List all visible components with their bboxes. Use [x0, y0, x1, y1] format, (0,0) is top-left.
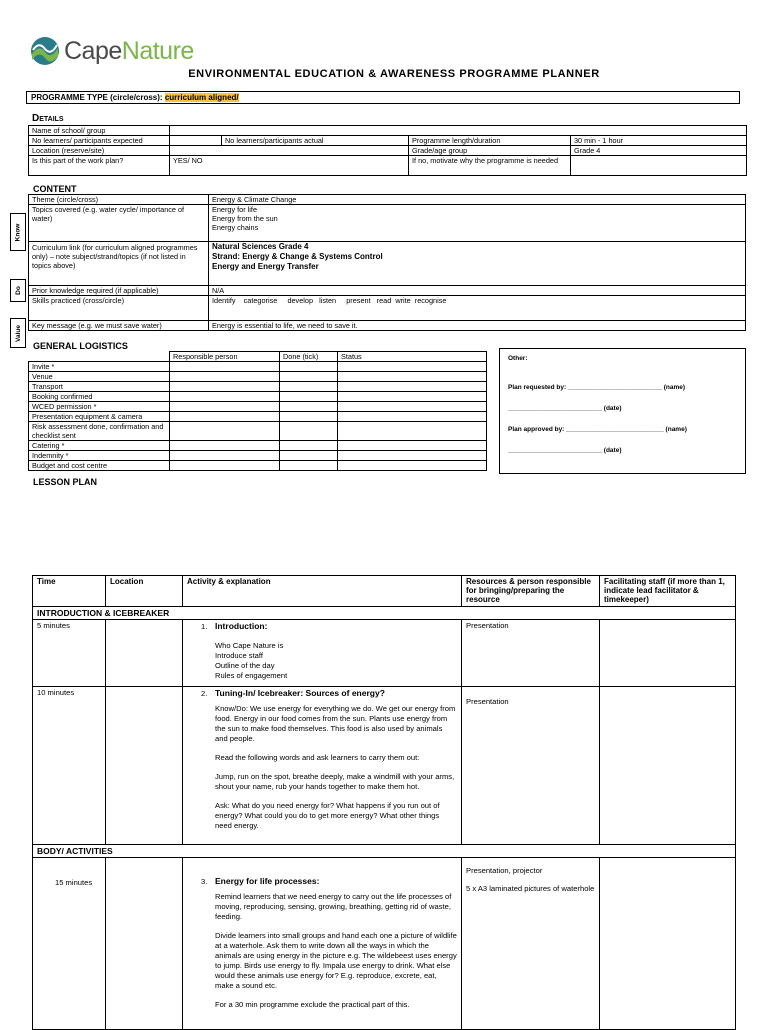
done-cell[interactable] [280, 392, 338, 402]
logistics-item: Budget and cost centre [29, 461, 170, 471]
column-header-activity: Activity & explanation [183, 576, 462, 607]
status-cell[interactable] [338, 382, 487, 392]
motivate-label: If no, motivate why the programme is needed [409, 156, 571, 176]
skills-value[interactable]: Identify categorise develop listen present read write recognise [209, 296, 746, 321]
table-header-row [33, 576, 736, 607]
activity-paragraph: Remind learners that we need energy to carry out the life processes of moving, reproducing, sensing, growing, breathing, getting rid of waste, feeding. [215, 892, 452, 921]
logistics-item: Booking confirmed [29, 392, 170, 402]
responsible-cell[interactable] [170, 402, 280, 412]
activity-cell [183, 858, 462, 1030]
time-cell: 15 minutes [33, 858, 106, 1030]
done-cell[interactable] [280, 412, 338, 422]
done-cell[interactable] [280, 382, 338, 392]
location-cell[interactable] [106, 620, 183, 687]
table-row [29, 146, 747, 156]
status-cell[interactable] [338, 451, 487, 461]
logistics-item: WCED permission * [29, 402, 170, 412]
side-label-value-text: Value [14, 324, 22, 342]
column-header: Done (tick) [280, 352, 338, 362]
responsible-cell[interactable] [170, 362, 280, 372]
staff-cell[interactable] [600, 858, 736, 1030]
table-row [29, 296, 746, 321]
table-row [29, 392, 487, 402]
grade-value[interactable]: Grade 4 [571, 146, 747, 156]
section-row [33, 845, 736, 858]
activity-paragraph: Divide learners into small groups and hand each one a picture of wildlife at a waterhole. Ask them to write down all the ways in which the animals are using energy in the picture e.g. The wildebeest uses energy to jump. Birds use energy to fly. Impala use energy to drink. What else would these animals use energy for? E.g. reproduce, excrete, eat, make a sound etc. [215, 931, 457, 990]
logo-text [64, 37, 194, 66]
side-label-value [10, 318, 26, 348]
table-row [29, 422, 487, 441]
prior-label: Prior knowledge required (if applicable) [29, 286, 209, 296]
activity-number: 2. [201, 689, 208, 698]
curriculum-item: Natural Sciences Grade 4 [212, 242, 309, 251]
page-title: ENVIRONMENTAL EDUCATION & AWARENESS PROGRAMME PLANNER [188, 68, 600, 80]
resources-cell [462, 858, 600, 1030]
lesson-plan-heading: LESSON PLAN [33, 477, 98, 487]
table-row [29, 352, 487, 362]
activity-paragraph: Know/Do: We use energy for everything we do. We get our energy from food. Energy in our food comes from the sun. Plants use energy from the sun to make food themselves. This food is also used by animals and people. [215, 704, 456, 743]
expected-value[interactable] [170, 136, 222, 146]
capenature-logo [30, 36, 194, 66]
activity-number: 3. [201, 877, 208, 886]
activity-title: Energy for life processes: [215, 876, 320, 886]
table-row [33, 687, 736, 845]
curriculum-value[interactable] [209, 242, 746, 286]
section-row [33, 607, 736, 620]
side-label-do-text: Do [14, 286, 22, 295]
time-cell: 10 minutes [33, 687, 106, 845]
plan-approved-line[interactable]: Plan approved by: ___________________________ (name) [508, 426, 687, 433]
resources-cell: Presentation [462, 687, 600, 845]
content-table [28, 194, 746, 331]
table-row [29, 242, 746, 286]
status-cell[interactable] [338, 461, 487, 471]
table-row [29, 461, 487, 471]
logistics-item: Presentation equipment & camera [29, 412, 170, 422]
table-row [29, 156, 747, 176]
column-header-staff: Facilitating staff (if more than 1, indicate lead facilitator & timekeeper) [600, 576, 736, 607]
status-cell[interactable] [338, 392, 487, 402]
expected-label: No learners/ participants expected [29, 136, 170, 146]
curriculum-label: Curriculum link (for curriculum aligned programmes only) – note subject/strand/topics (if not listed in topics above) [29, 242, 209, 286]
topic-item: Energy from the sun [212, 214, 278, 223]
column-header-time: Time [33, 576, 106, 607]
workplan-label: Is this part of the work plan? [29, 156, 170, 176]
prior-value[interactable]: N/A [209, 286, 746, 296]
logo-text-cape: Cape [64, 36, 122, 65]
table-row [29, 441, 487, 451]
responsible-cell[interactable] [170, 372, 280, 382]
location-value[interactable] [170, 146, 409, 156]
skills-label: Skills practiced (cross/circle) [29, 296, 209, 321]
school-value[interactable] [170, 126, 747, 136]
plan-approved-date[interactable]: __________________________ (date) [508, 447, 622, 454]
table-row [29, 286, 746, 296]
theme-label: Theme (circle/cross) [29, 195, 209, 205]
logistics-table [28, 351, 487, 471]
done-cell[interactable] [280, 362, 338, 372]
plan-requested-line[interactable]: Plan requested by: __________________________ (name) [508, 384, 686, 391]
activity-number: 1. [201, 622, 208, 631]
activity-title: Introduction: [215, 621, 268, 631]
table-row [29, 321, 746, 331]
actual-label-text: No learners/participants actual [225, 136, 324, 145]
key-message-value[interactable]: Energy is essential to life, we need to save it. [209, 321, 746, 331]
logo-text-nature: Nature [121, 36, 194, 65]
activity-paragraph: Jump, run on the spot, breathe deeply, make a windmill with your arms, shout your name, rub your hands together to make them hot. [215, 772, 455, 791]
topics-value[interactable] [209, 205, 746, 242]
resources-cell: Presentation [462, 620, 600, 687]
status-cell[interactable] [338, 441, 487, 451]
table-row [29, 372, 487, 382]
logistics-item: Venue [29, 372, 170, 382]
body-section-heading: BODY/ ACTIVITIES [33, 845, 736, 858]
activity-cell [183, 620, 462, 687]
logistics-corner [29, 352, 170, 362]
time-cell: 5 minutes [33, 620, 106, 687]
responsible-cell[interactable] [170, 392, 280, 402]
activity-line: Introduce staff [215, 651, 263, 660]
status-cell[interactable] [338, 412, 487, 422]
programme-type-value: curriculum aligned/ [164, 93, 239, 102]
theme-value[interactable]: Energy & Climate Change [209, 195, 746, 205]
logistics-item: Catering * [29, 441, 170, 451]
resource-item: 5 x A3 laminated pictures of waterhole [466, 884, 595, 893]
curriculum-item: Strand: Energy & Change & Systems Control [212, 252, 383, 261]
column-header: Status [338, 352, 487, 362]
logistics-item: Risk assessment done, confirmation and checklist sent [29, 422, 170, 441]
motivate-value[interactable] [571, 156, 747, 176]
table-row [29, 362, 487, 372]
key-message-label: Key message (e.g. we must save water) [29, 321, 209, 331]
side-label-know [10, 213, 26, 251]
curriculum-item: Energy and Energy Transfer [212, 262, 319, 271]
lesson-plan-table [32, 575, 736, 1030]
actual-label [222, 136, 409, 146]
table-row [29, 136, 747, 146]
table-row [29, 382, 487, 392]
done-cell[interactable] [280, 422, 338, 441]
status-cell[interactable] [338, 362, 487, 372]
column-header-resources: Resources & person responsible for bringing/preparing the resource [462, 576, 600, 607]
done-cell[interactable] [280, 441, 338, 451]
programme-type-label: PROGRAMME TYPE (circle/cross): [31, 93, 163, 102]
programme-type-box [26, 91, 740, 104]
status-cell[interactable] [338, 372, 487, 382]
content-heading: CONTENT [33, 184, 77, 194]
column-header: Responsible person [170, 352, 280, 362]
activity-paragraph: Ask: What do you need energy for? What happens if you run out of energy? What could you do to get more energy? What other things need energy. [215, 801, 440, 830]
table-row [29, 402, 487, 412]
table-row [29, 205, 746, 242]
column-header-location: Location [106, 576, 183, 607]
logistics-item: Invite * [29, 362, 170, 372]
activity-line: Rules of engagement [215, 671, 288, 680]
responsible-cell[interactable] [170, 451, 280, 461]
school-label: Name of school/ group [29, 126, 170, 136]
logistics-item: Indemnity * [29, 451, 170, 461]
workplan-value[interactable]: YES/ NO [170, 156, 409, 176]
table-row [29, 195, 746, 205]
intro-section-heading: INTRODUCTION & ICEBREAKER [33, 607, 736, 620]
location-cell[interactable] [106, 687, 183, 845]
table-row [29, 126, 747, 136]
length-value[interactable]: 30 min - 1 hour [571, 136, 747, 146]
other-label: Other: [508, 355, 528, 362]
plan-requested-date[interactable]: __________________________ (date) [508, 405, 622, 412]
side-label-do [10, 279, 26, 302]
responsible-cell[interactable] [170, 412, 280, 422]
done-cell[interactable] [280, 451, 338, 461]
logistics-heading: GENERAL LOGISTICS [33, 341, 128, 351]
approval-box [499, 348, 746, 474]
logistics-item: Transport [29, 382, 170, 392]
topic-item: Energy chains [212, 223, 259, 232]
location-label: Location (reserve/site) [29, 146, 170, 156]
activity-title: Tuning-In/ Icebreaker: Sources of energy? [215, 688, 385, 698]
staff-cell[interactable] [600, 620, 736, 687]
done-cell[interactable] [280, 402, 338, 412]
activity-paragraph: For a 30 min programme exclude the practical part of this. [215, 1000, 410, 1009]
length-label: Programme length/duration [409, 136, 571, 146]
table-row [33, 620, 736, 687]
activity-line: Outline of the day [215, 661, 275, 670]
grade-label: Grade/age group [409, 146, 571, 156]
table-row [33, 858, 736, 1030]
activity-paragraph: Read the following words and ask learners to carry them out: [215, 753, 420, 762]
resource-item: Presentation, projector [466, 866, 543, 875]
status-cell[interactable] [338, 402, 487, 412]
done-cell[interactable] [280, 461, 338, 471]
responsible-cell[interactable] [170, 461, 280, 471]
table-row [29, 451, 487, 461]
location-cell[interactable] [106, 858, 183, 1030]
responsible-cell[interactable] [170, 422, 280, 441]
details-table [28, 125, 747, 176]
side-label-know-text: Know [14, 223, 22, 241]
done-cell[interactable] [280, 372, 338, 382]
capenature-logo-icon [30, 36, 60, 66]
activity-line: Who Cape Nature is [215, 641, 284, 650]
responsible-cell[interactable] [170, 382, 280, 392]
topics-label: Topics covered (e.g. water cycle/ importance of water) [29, 205, 209, 242]
details-heading: Details [32, 113, 64, 124]
table-row [29, 412, 487, 422]
topic-item: Energy for life [212, 205, 258, 214]
responsible-cell[interactable] [170, 441, 280, 451]
status-cell[interactable] [338, 422, 487, 441]
staff-cell[interactable] [600, 687, 736, 845]
activity-cell [183, 687, 462, 845]
